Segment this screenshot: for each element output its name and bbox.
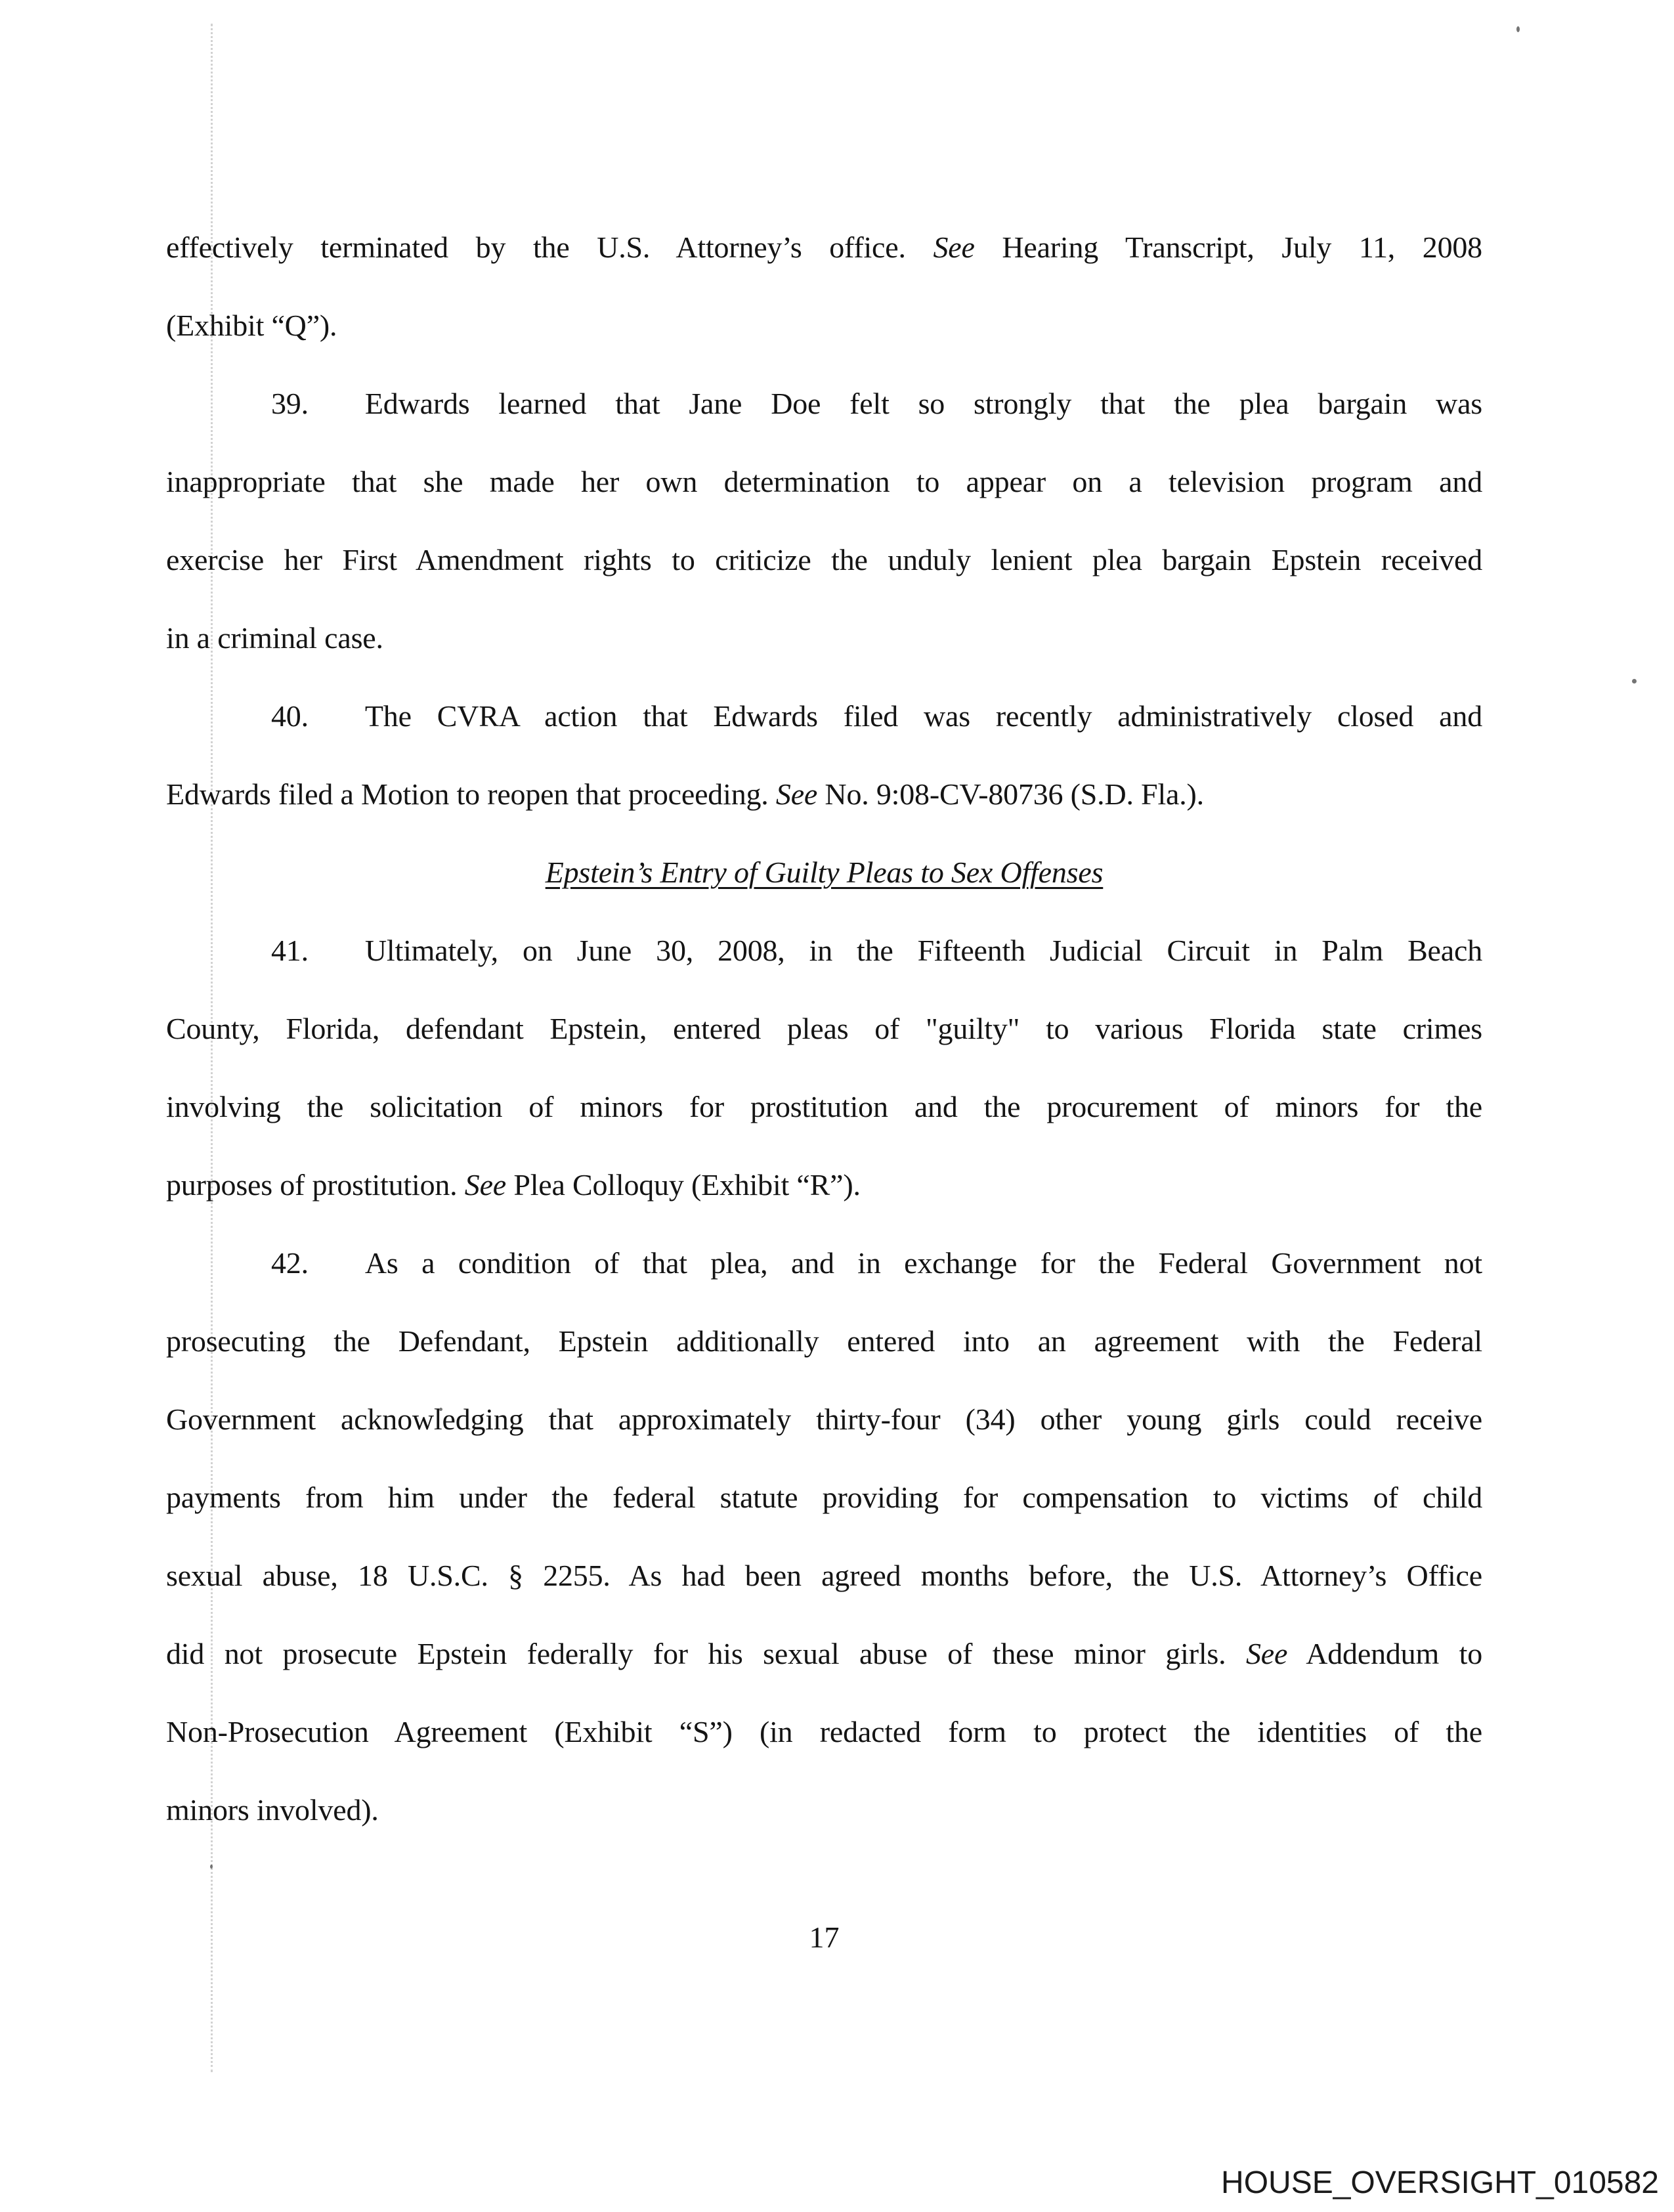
text-line — [166, 1068, 1482, 1146]
text-line — [166, 1536, 1482, 1615]
text-line — [166, 989, 1482, 1068]
text-run: in a criminal case. — [166, 621, 383, 655]
text-line — [166, 1302, 1482, 1380]
text-line — [166, 286, 1482, 364]
text-line — [166, 1693, 1482, 1771]
text-line — [166, 755, 1482, 833]
text-line — [166, 1615, 1482, 1693]
paragraph — [166, 1224, 1482, 1849]
paragraph — [166, 677, 1482, 833]
italic-citation-run: See — [775, 777, 818, 811]
text-run: payments from him under the federal statute providing for compensation to victims of child — [166, 1481, 1482, 1514]
text-run: Edwards learned that Jane Doe felt so strongly that the plea bargain was — [364, 387, 1482, 420]
text-line — [166, 364, 1482, 443]
text-run: purposes of prostitution. — [166, 1168, 465, 1202]
text-run: (Exhibit “Q”). — [166, 309, 337, 342]
text-line — [166, 1146, 1482, 1224]
text-run: involving the solicitation of minors for prostitution and the procurement of minors for the — [166, 1090, 1482, 1123]
text-run: As a condition of that plea, and in exchange for the Federal Government not — [364, 1246, 1482, 1280]
text-run: Ultimately, on June 30, 2008, in the Fifteenth Judicial Circuit in Palm Beach — [364, 934, 1482, 967]
italic-citation-run: See — [1245, 1637, 1288, 1670]
page-number: 17 — [809, 1920, 840, 1954]
text-run: prosecuting the Defendant, Epstein additionally entered into an agreement with the Federal — [166, 1324, 1482, 1358]
text-run: inappropriate that she made her own determination to appear on a television program and — [166, 465, 1482, 498]
text-line — [166, 599, 1482, 677]
text-run: effectively terminated by the U.S. Attorney’s office. — [166, 230, 934, 264]
bates-stamp: HOUSE_OVERSIGHT_010582 — [1221, 2165, 1659, 2200]
text-line — [166, 521, 1482, 599]
text-line — [166, 677, 1482, 755]
text-line — [166, 911, 1482, 989]
text-line — [166, 443, 1482, 521]
text-line — [166, 1380, 1482, 1458]
section-heading — [166, 833, 1482, 911]
text-run: The CVRA action that Edwards filed was recently administratively closed and — [364, 699, 1482, 733]
text-run: Epstein’s Entry of Guilty Pleas to Sex Offenses — [545, 856, 1104, 889]
text-line — [166, 208, 1482, 286]
paragraph — [166, 208, 1482, 364]
document-body — [166, 208, 1482, 1849]
scan-speck — [1516, 26, 1520, 32]
paragraph-number: 40. — [271, 699, 309, 733]
text-run: minors involved). — [166, 1793, 379, 1827]
paragraph — [166, 364, 1482, 677]
text-run: exercise her First Amendment rights to criticize the unduly lenient plea bargain Epstein received — [166, 543, 1482, 576]
text-run: Edwards filed a Motion to reopen that proceeding. — [166, 777, 776, 811]
text-run: did not prosecute Epstein federally for his sexual abuse of these minor girls. — [166, 1637, 1246, 1670]
paragraph — [166, 911, 1482, 1224]
paragraph-number: 42. — [271, 1246, 309, 1280]
text-run: sexual abuse, 18 U.S.C. § 2255. As had been agreed months before, the U.S. Attorney’s Office — [166, 1559, 1482, 1592]
text-run: Government acknowledging that approximately thirty-four (34) other young girls could receive — [166, 1402, 1482, 1436]
text-line — [166, 1458, 1482, 1536]
text-run: No. 9:08-CV-80736 (S.D. Fla.). — [817, 777, 1204, 811]
paragraph-number: 41. — [271, 934, 309, 967]
text-line — [166, 1224, 1482, 1302]
text-line — [166, 1771, 1482, 1849]
text-run: Non-Prosecution Agreement (Exhibit “S”) (in redacted form to protect the identities of the — [166, 1715, 1482, 1748]
text-run: Hearing Transcript, July 11, 2008 — [974, 230, 1482, 264]
paragraph-number: 39. — [271, 387, 309, 420]
heading-line — [166, 833, 1482, 911]
scan-speck — [210, 1865, 213, 1869]
italic-citation-run: See — [933, 230, 975, 264]
text-run: County, Florida, defendant Epstein, entered pleas of "guilty" to various Florida state crimes — [166, 1012, 1482, 1045]
italic-citation-run: See — [464, 1168, 507, 1202]
scan-speck — [1632, 679, 1637, 683]
text-run: Addendum to — [1287, 1637, 1482, 1670]
text-run: Plea Colloquy (Exhibit “R”). — [506, 1168, 861, 1202]
